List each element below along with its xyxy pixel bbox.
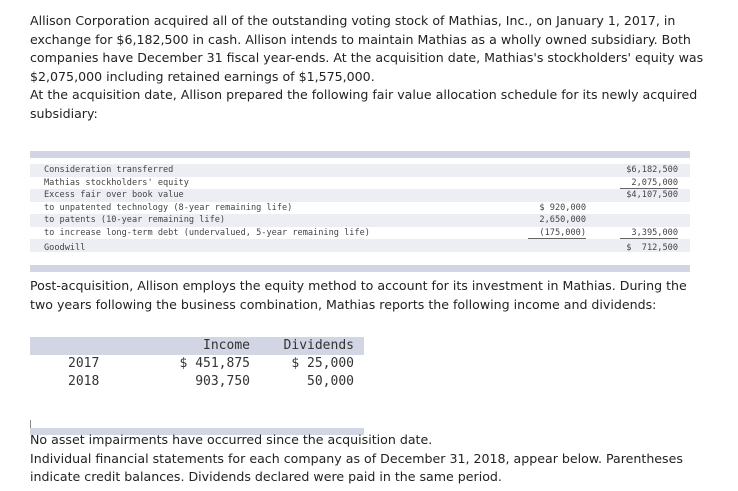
schedule-row [30, 242, 690, 255]
middle-paragraph [30, 277, 710, 314]
intro-line: exchange for $6,182,500 in cash. Allison intends to maintain Mathias as a wholly owned subsidiary. Both [30, 31, 691, 47]
income-header: Income [203, 338, 250, 353]
underline-rule [620, 188, 678, 189]
income-dividends-table [30, 337, 364, 435]
middle-line: two years following the business combination, Mathias reports the following income and dividends: [30, 296, 657, 312]
dividends-header: Dividends [283, 338, 354, 353]
dividends-cell: 50,000 [307, 374, 354, 389]
intro-line: subsidiary: [30, 105, 98, 121]
schedule-row [30, 202, 690, 215]
schedule-amount-col2: 2,075,000 [631, 177, 678, 188]
schedule-amount-col1: 2,650,000 [539, 215, 586, 225]
schedule-amount-col2: 3,395,000 [631, 227, 678, 238]
income-cell: $ 451,875 [179, 356, 250, 371]
schedule-row [30, 214, 690, 227]
intro-line: companies have December 31 fiscal year-ends. At the acquisition date, Mathias's stockholders' equity was [30, 50, 704, 66]
table-edge-mark [30, 420, 31, 428]
schedule-amount-col2: $4,107,500 [626, 190, 678, 200]
middle-line: Post-acquisition, Allison employs the equity method to account for its investment in Mathias. During the [30, 278, 687, 293]
income-cell: 903,750 [195, 374, 250, 389]
schedule-amount-col2: $6,182,500 [626, 165, 678, 175]
closing-line: Individual financial statements for each company as of December 31, 2018, appear below. Parentheses [30, 450, 683, 466]
schedule-label: Excess fair over book value [44, 190, 184, 200]
fair-value-allocation-schedule [30, 151, 690, 272]
table-header [30, 337, 364, 355]
intro-paragraph [30, 12, 710, 124]
schedule-row [30, 177, 690, 190]
closing-line: indicate credit balances. Dividends declared were paid in the same period. [30, 469, 502, 485]
intro-line: Allison Corporation acquired all of the outstanding voting stock of Mathias, Inc., on January 1, 2017, in [30, 13, 676, 28]
dividends-cell: $ 25,000 [291, 356, 354, 371]
table-row [30, 373, 364, 391]
schedule-row [30, 164, 690, 177]
schedule-label: to increase long-term debt (undervalued, 5-year remaining life) [44, 227, 370, 238]
schedule-label: to unpatented technology (8-year remaining life) [44, 202, 293, 213]
underline-rule [528, 238, 586, 239]
year-cell: 2017 [68, 356, 100, 371]
schedule-label: Mathias stockholders' equity [44, 177, 189, 188]
year-cell: 2018 [68, 374, 100, 389]
schedule-label: to patents (10-year remaining life) [44, 215, 226, 225]
schedule-label: Consideration transferred [44, 165, 174, 175]
underline-rule [620, 238, 678, 239]
schedule-row [30, 227, 690, 240]
intro-line: $2,075,000 including retained earnings of $1,575,000. [30, 68, 375, 84]
closing-paragraph [30, 431, 710, 487]
intro-line: At the acquisition date, Allison prepared the following fair value allocation schedule for its newly acquired [30, 87, 698, 103]
closing-line: No asset impairments have occurred since the acquisition date. [30, 432, 433, 447]
schedule-amount-col2: $ 712,500 [626, 243, 678, 253]
schedule-row [30, 189, 690, 202]
schedule-amount-col1: $ 920,000 [539, 202, 586, 213]
schedule-label: Goodwill [44, 243, 86, 253]
table-row [30, 355, 364, 373]
schedule-amount-col1: (175,000) [539, 227, 586, 238]
